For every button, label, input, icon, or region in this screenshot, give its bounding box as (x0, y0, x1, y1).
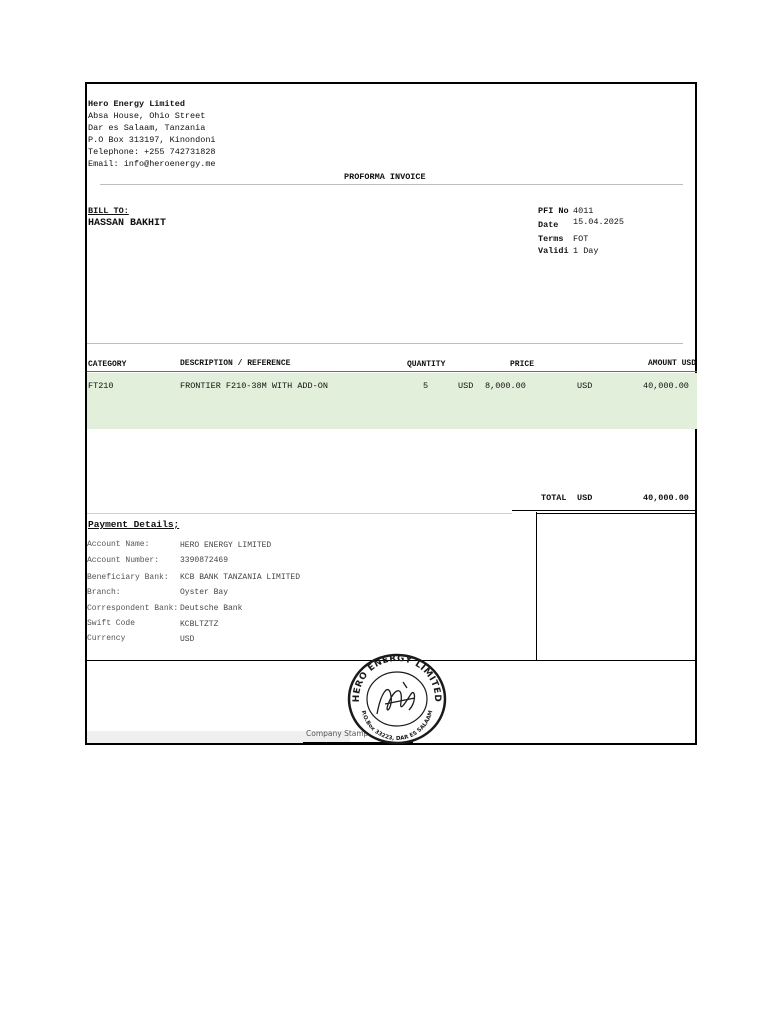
signature-scribble (377, 682, 415, 714)
stamp-bottom-text: P.O.Box 33223, DAR ES SALAAM (359, 709, 435, 743)
table-row (87, 373, 697, 429)
payment-label: Branch: (87, 588, 121, 597)
document-title: PROFORMA INVOICE (344, 172, 426, 182)
company-po-box: P.O Box 313197, Kinondoni (88, 135, 216, 145)
header-price: PRICE (510, 360, 535, 369)
payment-value: USD (180, 635, 195, 644)
header-quantity: QUANTITY (407, 360, 446, 369)
payment-label: Swift Code (87, 619, 136, 628)
bill-to-label: BILL TO: (88, 206, 129, 216)
row-quantity: 5 (423, 381, 429, 391)
company-telephone: Telephone: +255 742731828 (88, 147, 216, 157)
company-address-2: Dar es Salaam, Tanzania (88, 123, 206, 133)
header-underline (87, 371, 697, 372)
payment-value: 3390872469 (180, 556, 229, 565)
company-email: Email: info@heroenergy.me (88, 159, 216, 169)
row-amount-currency: USD (577, 381, 593, 391)
stamp-inner-ring (367, 672, 427, 726)
row-amount: 40,000.00 (643, 381, 689, 391)
company-name: Hero Energy Limited (88, 99, 185, 109)
payment-top-divider (87, 513, 512, 514)
company-stamp (345, 652, 449, 746)
payment-label: Account Name: (87, 540, 150, 549)
date-label: Date (538, 220, 559, 230)
validity-label: Validi (538, 246, 569, 256)
payment-value: Oyster Bay (180, 588, 229, 597)
right-box-divider (536, 512, 537, 660)
payment-value: Deutsche Bank (180, 604, 243, 613)
total-label: TOTAL (541, 493, 567, 503)
pfi-label: PFI No (538, 206, 569, 216)
bill-to-name: HASSAN BAKHIT (88, 218, 167, 229)
payment-heading: Payment Details; (88, 519, 180, 530)
terms-value: FOT (573, 234, 589, 244)
row-price: 8,000.00 (485, 381, 526, 391)
payment-label: Correspondent Bank: (87, 604, 179, 613)
total-underline-2 (537, 513, 697, 514)
terms-label: Terms (538, 234, 564, 244)
header-category: CATEGORY (88, 360, 127, 369)
company-address-1: Absa House, Ohio Street (88, 111, 206, 121)
section-divider (87, 343, 683, 344)
title-divider (100, 184, 683, 185)
row-price-currency: USD (458, 381, 474, 391)
stamp-top-text: HERO ENERGY LIMITED (351, 653, 443, 703)
payment-value: KCB BANK TANZANIA LIMITED (180, 573, 301, 582)
payment-value: KCBLTZTZ (180, 620, 219, 629)
row-category: FT210 (88, 381, 114, 391)
total-underline-1 (512, 510, 697, 511)
payment-label: Beneficiary Bank: (87, 573, 169, 582)
company-stamp-caption: Company Stamp (306, 729, 369, 738)
total-value: 40,000.00 (643, 493, 689, 503)
total-currency: USD (577, 493, 593, 503)
stamp-outer-ring (349, 655, 445, 743)
validity-value: 1 Day (573, 246, 599, 256)
header-description: DESCRIPTION / REFERENCE (180, 359, 291, 368)
date-value: 15.04.2025 (573, 217, 625, 227)
row-description: FRONTIER F210-38M WITH ADD-ON (180, 381, 328, 391)
pfi-value: 4011 (573, 206, 594, 216)
payment-label: Currency (87, 634, 126, 643)
payment-bottom-divider-right (447, 660, 697, 661)
payment-value: HERO ENERGY LIMITED (180, 541, 272, 550)
header-amount: AMOUNT USD (648, 359, 697, 368)
payment-label: Account Number: (87, 556, 160, 565)
